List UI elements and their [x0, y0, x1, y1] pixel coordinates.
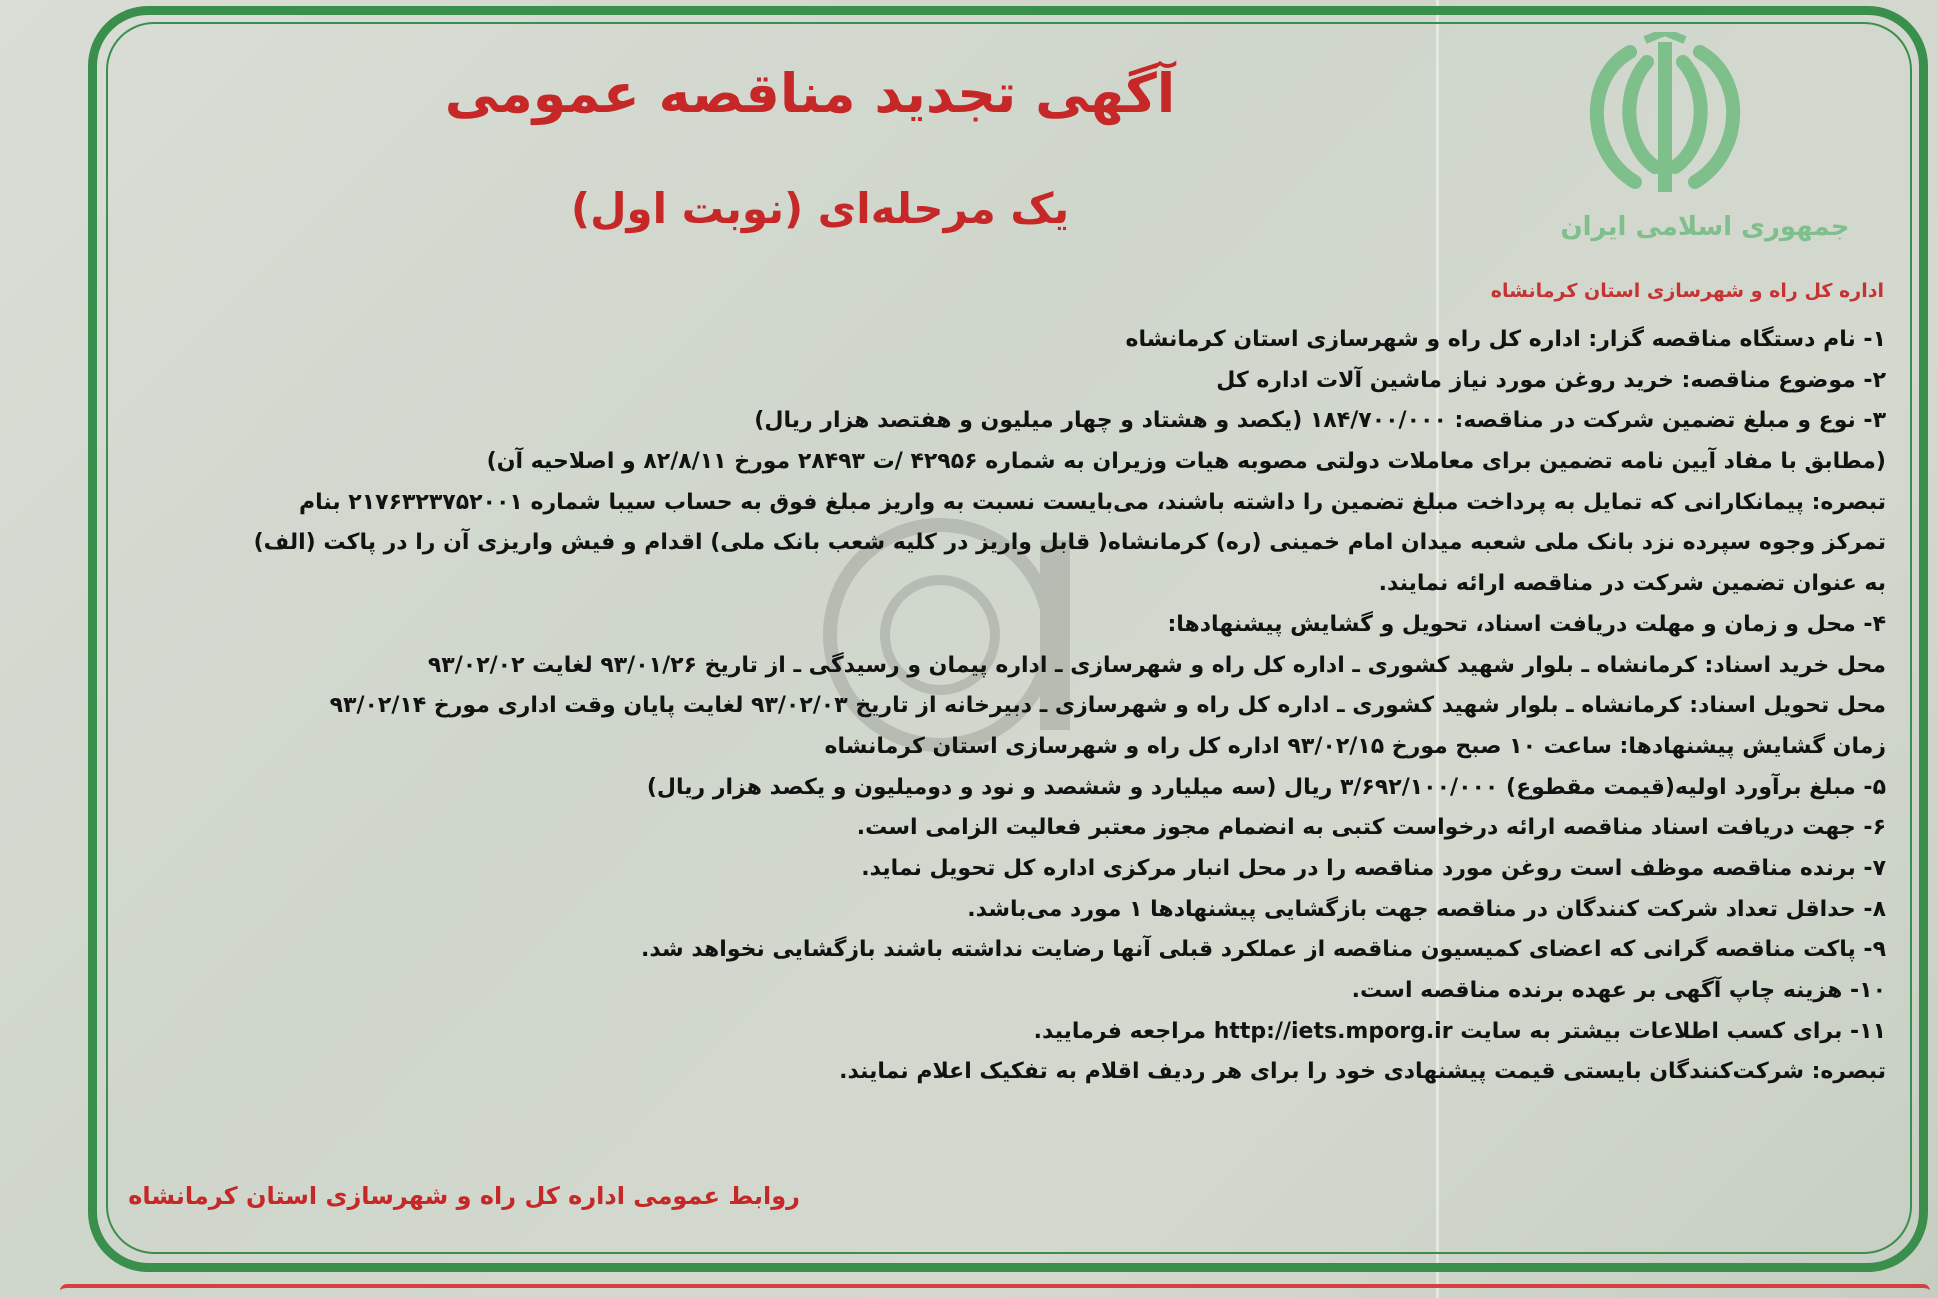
- notice-title: آگهی تجدید مناقصه عمومی: [444, 62, 1176, 125]
- body-line: ۱- نام دستگاه مناقصه گزار: اداره کل راه و شهرسازی استان کرمانشاه: [1125, 327, 1886, 352]
- body-line: ۵- مبلغ برآورد اولیه(قیمت مقطوع) ۳/۶۹۲/۱۰۰/۰۰۰ ریال (سه میلیارد و ششصد و نود و دومیلیون و یکصد هزار ریال): [646, 774, 1886, 800]
- body-line: محل خرید اسناد: کرمانشاه ـ بلوار شهید کشوری ـ اداره کل راه و شهرسازی ـ اداره پیمان و رسیدگی ـ از تاریخ ۹۳/۰۱/۲۶ لغایت ۹۳/۰۲/۰۲: [427, 652, 1886, 678]
- body-line: تبصره: شرکت‌کنندگان بایستی قیمت پیشنهادی خود را برای هر ردیف اقلام به تفکیک اعلام نمایند.: [839, 1059, 1886, 1085]
- body-line: ۸- حداقل تعداد شرکت کنندگان در مناقصه جهت بازگشایی پیشنهادها ۱ مورد می‌باشد.: [967, 896, 1886, 922]
- notice-body: [120, 320, 1886, 1093]
- body-line: به عنوان تضمین شرکت در مناقصه ارائه نمایند.: [1378, 571, 1886, 597]
- body-line: تمرکز وجوه سپرده نزد بانک ملی شعبه میدان امام خمینی (ره) کرمانشاه( قابل واریز در کلیه شعب بانک ملی) اقدام و فیش واریزی آن را در پاکت (الف): [253, 530, 1886, 556]
- body-line: (مطابق با مفاد آیین نامه تضمین برای معاملات دولتی مصوبه هیات وزیران به شماره ۴۲۹۵۶ /ت ۲۸۴۹۳ مورخ ۸۲/۸/۱۱ و اصلاحیه آن): [486, 449, 1886, 475]
- body-line: ۱۰- هزینه چاپ آگهی بر عهده برنده مناقصه است.: [1351, 978, 1886, 1003]
- body-line: محل تحویل اسناد: کرمانشاه ـ بلوار شهید کشوری ـ اداره کل راه و شهرسازی ـ دبیرخانه از تاریخ ۹۳/۰۲/۰۳ لغایت پایان وقت اداری مورخ ۹۳/۰۲/۱۴: [329, 693, 1886, 719]
- body-line: ۷- برنده مناقصه موظف است روغن مورد مناقصه را در محل انبار مرکزی اداره کل تحویل نماید.: [861, 855, 1886, 881]
- body-line: زمان گشایش پیشنهادها: ساعت ۱۰ صبح مورخ ۹۳/۰۲/۱۵ اداره کل راه و شهرسازی استان کرمانشاه: [824, 733, 1886, 759]
- footer-signature: روابط عمومی اداره کل راه و شهرسازی استان کرمانشاه: [128, 1182, 800, 1210]
- notice-subtitle: یک مرحله‌ای (نوبت اول): [570, 184, 1070, 233]
- body-line: تبصره: پیمانکارانی که تمایل به پرداخت مبلغ تضمین را داشته باشند، می‌بایست نسبت به واریز مبلغ فوق به حساب سیبا شماره ۲۱۷۶۳۲۳۷۵۲۰۰۱ بنام: [298, 489, 1886, 515]
- department-name: اداره کل راه و شهرسازی استان کرمانشاه: [1490, 280, 1884, 302]
- bottom-red-rule: [60, 1284, 1930, 1298]
- body-line: ۲- موضوع مناقصه: خرید روغن مورد نیاز ماشین آلات اداره کل: [1216, 367, 1886, 393]
- body-line: ۱۱- برای کسب اطلاعات بیشتر به سایت http://iets.mporg.ir مراجعه فرمایید.: [1033, 1018, 1886, 1044]
- body-line: ۳- نوع و مبلغ تضمین شرکت در مناقصه: ۱۸۴/۷۰۰/۰۰۰ (یکصد و هشتاد و چهار میلیون و هفتصد هزار ریال): [754, 408, 1886, 434]
- iran-emblem-icon: [1575, 32, 1755, 202]
- body-line: ۹- پاکت مناقصه گرانی که اعضای کمیسیون مناقصه از عملکرد قبلی آنها رضایت نداشته باشند بازگشایی نخواهد شد.: [640, 937, 1886, 963]
- body-line: ۴- محل و زمان و مهلت دریافت اسناد، تحویل و گشایش پیشنهادها:: [1167, 611, 1886, 637]
- country-name: جمهوری اسلامی ایران: [1560, 212, 1850, 242]
- body-line: ۶- جهت دریافت اسناد مناقصه ارائه درخواست کتبی به انضمام مجوز معتبر فعالیت الزامی است.: [856, 815, 1886, 841]
